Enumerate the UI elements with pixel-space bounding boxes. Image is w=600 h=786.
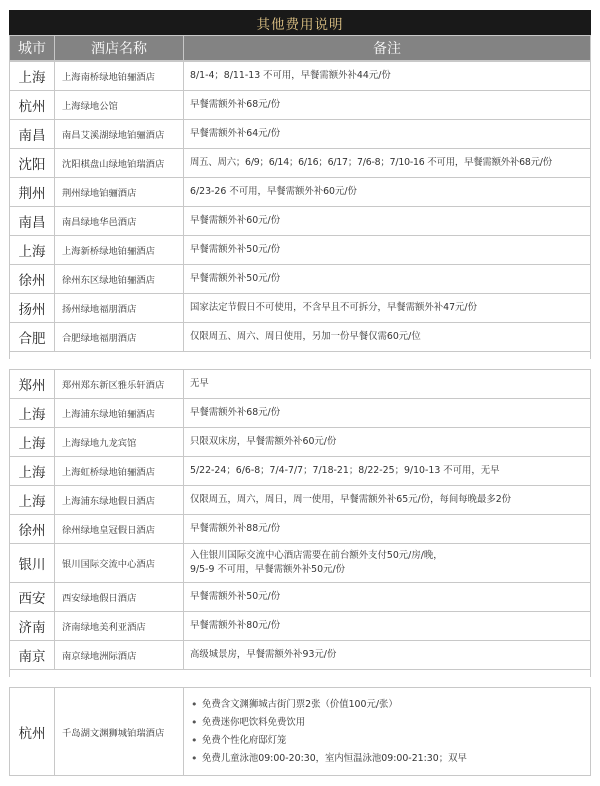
hotel-cell: 南京绿地洲际酒店	[55, 641, 184, 670]
note-cell: 早餐需额外补60元/份	[184, 207, 591, 236]
table-row	[10, 120, 591, 149]
list-item: • 免费含文渊狮城古街门票2张（价值100元/张）	[190, 696, 590, 714]
hotel-cell: 南昌绿地华邑酒店	[55, 207, 184, 236]
city-cell: 合肥	[10, 323, 55, 352]
city-cell: 上海	[10, 62, 55, 91]
hotel-cell: 合肥绿地福朋酒店	[55, 323, 184, 352]
note-line: 入住银川国际交流中心酒店需要在前台额外支付50元/房/晚，	[190, 550, 443, 561]
city-cell: 荆州	[10, 178, 55, 207]
table-row	[10, 236, 591, 265]
header-note: 备注	[373, 41, 401, 57]
note-cell	[184, 544, 591, 583]
table-row	[10, 612, 591, 641]
list-item: • 免费儿童泳池09:00-20:30，室内恒温泳池09:00-21:30；双早	[190, 750, 590, 768]
hotel-cell: 荆州绿地铂骊酒店	[55, 178, 184, 207]
city-cell: 徐州	[10, 265, 55, 294]
table-row	[10, 428, 591, 457]
city-cell: 扬州	[10, 294, 55, 323]
note-cell: 8/1-4；8/11-13 不可用，早餐需额外补44元/份	[184, 62, 591, 91]
note-cell: 只限双床房，早餐需额外补60元/份	[184, 428, 591, 457]
table-row	[10, 91, 591, 120]
city-cell: 南昌	[10, 120, 55, 149]
hotel-cell: 徐州绿地皇冠假日酒店	[55, 515, 184, 544]
city-cell: 徐州	[10, 515, 55, 544]
note-cell: 早餐需额外补68元/份	[184, 399, 591, 428]
note-cell: 早餐需额外补88元/份	[184, 515, 591, 544]
note-cell: 国家法定节假日不可使用，不含早且不可拆分，早餐需额外补47元/份	[184, 294, 591, 323]
city-cell: 西安	[10, 583, 55, 612]
city-cell: 南京	[10, 641, 55, 670]
list-item: • 免费个性化府邸灯笼	[190, 732, 590, 750]
city-cell: 沈阳	[10, 149, 55, 178]
header-city: 城市	[10, 36, 55, 60]
hotel-cell: 千岛湖文渊狮城铂瑞酒店	[55, 688, 184, 776]
city-cell: 上海	[10, 486, 55, 515]
note-cell: 高级城景房，早餐需额外补93元/份	[184, 641, 591, 670]
section-divider	[9, 669, 591, 677]
table-row	[10, 399, 591, 428]
note-cell: 早餐需额外补68元/份	[184, 91, 591, 120]
city-cell: 杭州	[10, 91, 55, 120]
table-row	[10, 457, 591, 486]
note-cell: 早餐需额外补50元/份	[184, 265, 591, 294]
fee-table-section-2	[9, 369, 591, 670]
city-cell: 杭州	[10, 688, 55, 776]
note-cell: 周五、周六；6/9；6/14；6/16；6/17；7/6-8；7/10-16 不可用，早餐需额外补68元/份	[184, 149, 591, 178]
table-row	[10, 688, 591, 776]
hotel-cell: 沈阳棋盘山绿地铂瑞酒店	[55, 149, 184, 178]
city-cell: 银川	[10, 544, 55, 583]
hotel-cell: 上海绿地九龙宾馆	[55, 428, 184, 457]
note-cell: 仅限周五、周六、周日使用，另加一份早餐仅需60元/位	[184, 323, 591, 352]
table-row	[10, 62, 591, 91]
hotel-cell: 南昌艾溪湖绿地铂骊酒店	[55, 120, 184, 149]
hotel-cell: 西安绿地假日酒店	[55, 583, 184, 612]
note-cell	[184, 688, 591, 776]
note-line: 9/5-9 不可用，早餐需额外补50元/份	[190, 564, 346, 575]
hotel-cell: 上海南桥绿地铂骊酒店	[55, 62, 184, 91]
hotel-cell: 上海浦东绿地假日酒店	[55, 486, 184, 515]
note-cell: 仅限周五，周六，周日，周一使用，早餐需额外补65元/份，每间每晚最多2份	[184, 486, 591, 515]
table-row	[10, 323, 591, 352]
table-row	[10, 207, 591, 236]
fee-table-section-3	[9, 687, 591, 776]
hotel-cell: 济南绿地美利亚酒店	[55, 612, 184, 641]
city-cell: 南昌	[10, 207, 55, 236]
table-row	[10, 370, 591, 399]
hotel-cell: 上海浦东绿地铂骊酒店	[55, 399, 184, 428]
city-cell: 上海	[10, 428, 55, 457]
note-cell: 早餐需额外补80元/份	[184, 612, 591, 641]
hotel-cell: 郑州郑东新区雅乐轩酒店	[55, 370, 184, 399]
table-row	[10, 544, 591, 583]
note-cell: 早餐需额外补50元/份	[184, 583, 591, 612]
city-cell: 上海	[10, 457, 55, 486]
list-item: • 免费迷你吧饮料免费饮用	[190, 714, 590, 732]
hotel-cell: 上海虹桥绿地铂骊酒店	[55, 457, 184, 486]
city-cell: 上海	[10, 399, 55, 428]
city-cell: 上海	[10, 236, 55, 265]
table-row	[10, 486, 591, 515]
table-row	[10, 294, 591, 323]
header-hotel: 酒店名称	[55, 36, 184, 60]
table-row	[10, 583, 591, 612]
table-row	[10, 178, 591, 207]
table-header	[9, 35, 591, 61]
city-cell: 郑州	[10, 370, 55, 399]
hotel-cell: 上海绿地公馆	[55, 91, 184, 120]
hotel-cell: 扬州绿地福朋酒店	[55, 294, 184, 323]
hotel-cell: 上海新桥绿地铂骊酒店	[55, 236, 184, 265]
table-row	[10, 265, 591, 294]
note-cell: 无早	[184, 370, 591, 399]
note-cell: 6/23-26 不可用，早餐需额外补60元/份	[184, 178, 591, 207]
section-divider	[9, 351, 591, 359]
hotel-cell: 徐州东区绿地铂骊酒店	[55, 265, 184, 294]
table-row	[10, 641, 591, 670]
perk-list	[190, 696, 590, 768]
city-cell: 济南	[10, 612, 55, 641]
hotel-cell: 银川国际交流中心酒店	[55, 544, 184, 583]
table-row	[10, 149, 591, 178]
page-title: 其他费用说明	[9, 10, 591, 35]
note-cell: 早餐需额外补50元/份	[184, 236, 591, 265]
note-cell: 早餐需额外补64元/份	[184, 120, 591, 149]
table-row	[10, 515, 591, 544]
note-cell: 5/22-24；6/6-8；7/4-7/7；7/18-21；8/22-25；9/10-13 不可用，无早	[184, 457, 591, 486]
fee-table-section-1	[9, 61, 591, 352]
